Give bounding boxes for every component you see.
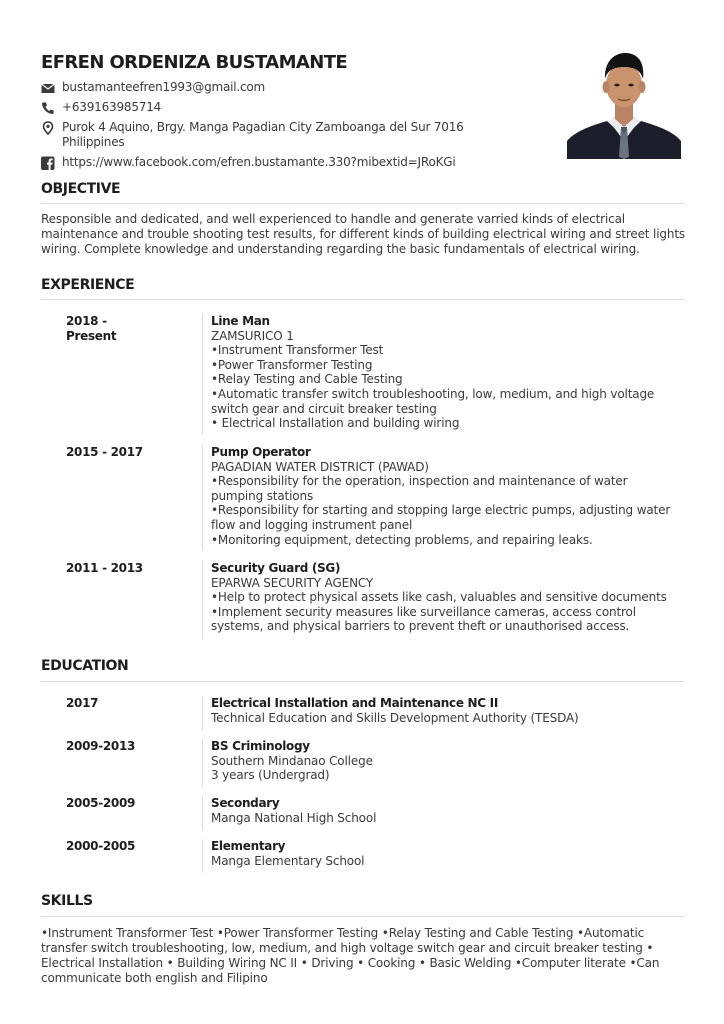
experience-body (211, 561, 681, 634)
duty-item: •Responsibility for starting and stopping large electric pumps, adjusting water flow and logging instrument panel (211, 503, 671, 532)
candidate-name: EFREN ORDENIZA BUSTAMANTE (41, 52, 348, 73)
degree-note: 3 years (Undergrad) (211, 768, 330, 783)
experience-body (211, 314, 681, 431)
education-body (211, 739, 681, 783)
timeline-divider (202, 739, 203, 787)
timeline-divider (202, 314, 203, 434)
degree-title: Elementary (211, 839, 286, 853)
timeline-divider (202, 839, 203, 873)
job-title: Security Guard (SG) (211, 561, 341, 575)
facebook-link[interactable]: https://www.facebook.com/efren.bustamante.330?mibextid=JRoKGi (62, 155, 456, 169)
education-body (211, 839, 681, 868)
timeline-divider (202, 696, 203, 730)
objective-divider (41, 203, 684, 204)
experience-body (211, 445, 681, 547)
date-range: 2011 - 2013 (66, 561, 143, 575)
contact-facebook (41, 155, 521, 171)
timeline-divider (202, 561, 203, 639)
education-body (211, 796, 681, 825)
employer: PAGADIAN WATER DISTRICT (PAWAD) (211, 459, 429, 474)
experience-date (66, 561, 186, 576)
timeline-divider (202, 796, 203, 830)
phone-icon (41, 101, 55, 115)
degree-title: Secondary (211, 796, 280, 810)
date-start: 2018 - (66, 314, 107, 328)
date-end: Present (66, 329, 117, 343)
employer: EPARWA SECURITY AGENCY (211, 575, 374, 590)
education-divider (41, 681, 684, 682)
duty-item: •Implement security measures like surveillance cameras, access control systems, and physical barriers to prevent theft or unauthorised access. (211, 604, 636, 634)
degree-title: BS Criminology (211, 739, 310, 753)
education-heading: EDUCATION (41, 658, 129, 674)
job-title: Line Man (211, 314, 270, 328)
education-date: 2005-2009 (66, 796, 136, 810)
skills-heading: SKILLS (41, 893, 93, 909)
objective-heading: OBJECTIVE (41, 181, 121, 197)
facebook-icon (41, 156, 55, 170)
duty-item: •Responsibility for the operation, inspection and maintenance of water pumping stations (211, 474, 628, 503)
education-date: 2017 (66, 696, 99, 710)
profile-photo (567, 45, 681, 159)
objective-text: Responsible and dedicated, and well experienced to handle and generate varried kinds of electrical maintenance and trouble shooting test results, for different kinds of building electrical wiring and street lights wiring. Complete knowledge and understanding regarding the basic fundamentals of electrical wiring. (41, 212, 685, 256)
address-line-2: Philippines (62, 135, 125, 149)
education-body (211, 696, 681, 725)
address-line-1: Purok 4 Aquino, Brgy. Manga Pagadian City Zamboanga del Sur 7016 (62, 120, 464, 134)
school-name: Manga National High School (211, 810, 377, 825)
envelope-icon (41, 81, 55, 95)
location-pin-icon (41, 121, 55, 135)
experience-divider (41, 299, 684, 300)
duty-item: •Help to protect physical assets like cash, valuables and sensitive documents (211, 590, 667, 605)
duty-item: •Instrument Transformer Test (211, 343, 384, 358)
education-date: 2009-2013 (66, 739, 136, 753)
education-date: 2000-2005 (66, 839, 136, 853)
skills-divider (41, 916, 684, 917)
duty-item: •Automatic transfer switch troubleshooting, low, medium, and high voltage switch gear and circuit breaker testing (211, 386, 655, 416)
experience-date (66, 445, 186, 460)
job-title: Pump Operator (211, 445, 311, 459)
date-range: 2015 - 2017 (66, 445, 143, 459)
duty-item: •Monitoring equipment, detecting problems, and repairing leaks. (211, 532, 593, 547)
address-text (62, 120, 522, 150)
phone-text: +639163985714 (62, 100, 162, 114)
school-name: Southern Mindanao College (211, 753, 373, 768)
skills-text: •Instrument Transformer Test •Power Transformer Testing •Relay Testing and Cable Testing •Automatic transfer switch troubleshooting, low, medium, and high voltage switch gear and circuit breaker testing • Electrical Installation • Building Wiring NC II • Driving • Cooking • Basic Welding •Computer literate •Can communicate both english and Filipino (41, 926, 660, 985)
school-name: Technical Education and Skills Development Authority (TESDA) (211, 710, 579, 725)
contact-address (41, 120, 521, 152)
school-name: Manga Elementary School (211, 853, 365, 868)
email-text[interactable]: bustamanteefren1993@gmail.com (62, 80, 266, 94)
timeline-divider (202, 445, 203, 550)
employer: ZAMSURICO 1 (211, 328, 294, 343)
duty-item: •Relay Testing and Cable Testing (211, 372, 403, 387)
experience-heading: EXPERIENCE (41, 277, 135, 293)
duty-item: • Electrical Installation and building wiring (211, 416, 460, 431)
contact-email (41, 80, 521, 96)
experience-date (66, 314, 186, 344)
duty-item: •Power Transformer Testing (211, 357, 373, 372)
contact-phone (41, 100, 521, 116)
degree-title: Electrical Installation and Maintenance NC II (211, 696, 499, 710)
